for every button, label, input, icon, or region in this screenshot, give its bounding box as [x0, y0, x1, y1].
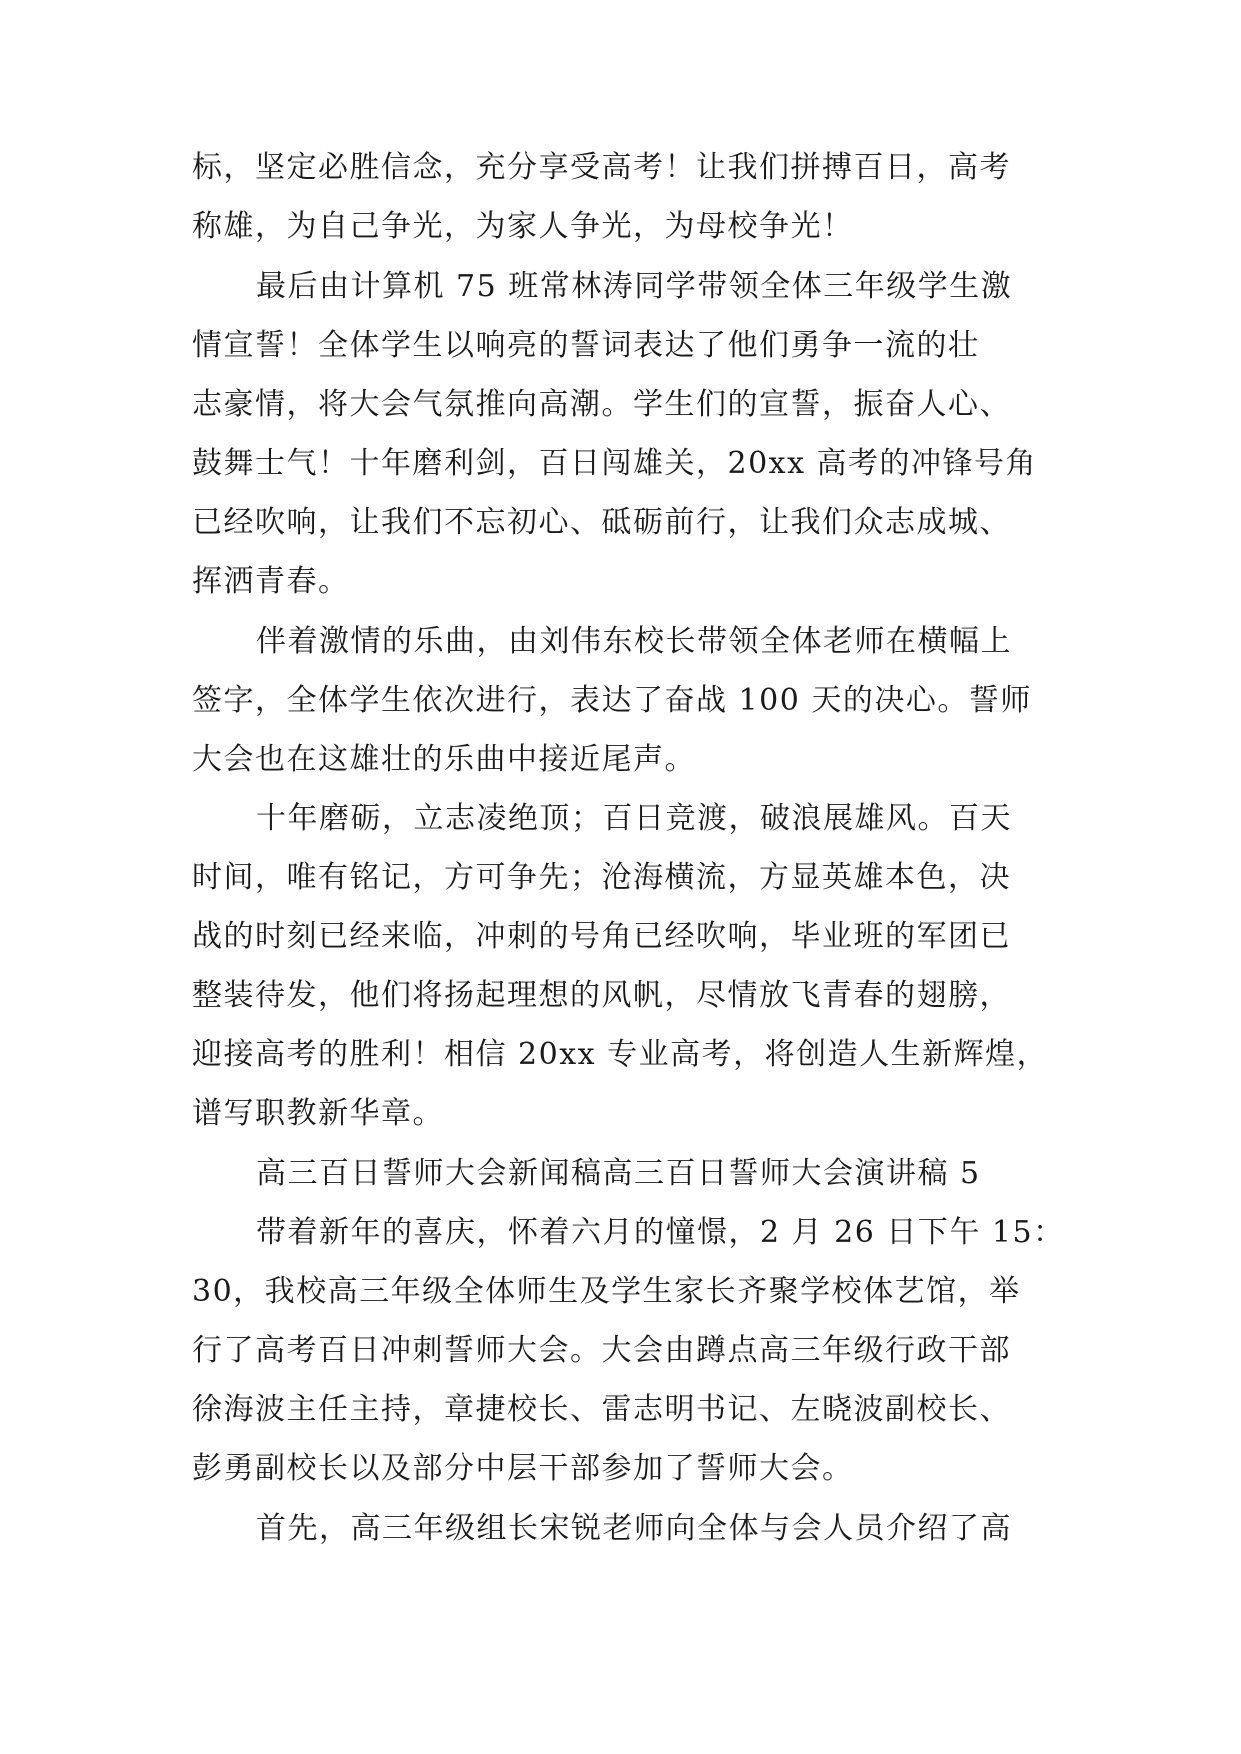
text-line: 整装待发，他们将扬起理想的风帆，尽情放飞青春的翅膀， — [192, 978, 1011, 1013]
text-line: 行了高考百日冲刺誓师大会。大会由蹲点高三年级行政干部 — [192, 1333, 1011, 1368]
text-line: 彭勇副校长以及部分中层干部参加了誓师大会。 — [192, 1451, 854, 1486]
text-line: 迎接高考的胜利！相信 20xx 专业高考，将创造人生新辉煌， — [192, 1037, 1049, 1072]
text-line: 志豪情，将大会气氛推向高潮。学生们的宣誓，振奋人心、 — [192, 387, 1011, 422]
text-line: 签字，全体学生依次进行，表达了奋战 100 天的决心。誓师 — [192, 683, 1032, 718]
text-line: 最后由计算机 75 班常林涛同学带领全体三年级学生激 — [256, 269, 1013, 304]
text-line: 首先，高三年级组长宋锐老师向全体与会人员介绍了高 — [256, 1511, 1012, 1546]
text-line: 挥洒青春。 — [192, 564, 350, 599]
text-line: 称雄，为自己争光，为家人争光，为母校争光！ — [192, 209, 854, 244]
text-line: 鼓舞士气！十年磨利剑，百日闯雄关，20xx 高考的冲锋号角 — [192, 446, 1038, 481]
text-line: 情宣誓！全体学生以响亮的誓词表达了他们勇争一流的壮 — [192, 328, 980, 363]
text-line: 标，坚定必胜信念，充分享受高考！让我们拼搏百日，高考 — [192, 150, 1011, 185]
text-line: 30，我校高三年级全体师生及学生家长齐聚学校体艺馆，举 — [192, 1274, 1021, 1309]
text-line: 战的时刻已经来临，冲刺的号角已经吹响，毕业班的军团已 — [192, 919, 1011, 954]
text-line: 已经吹响，让我们不忘初心、砥砺前行，让我们众志成城、 — [192, 505, 1011, 540]
text-line: 徐海波主任主持，章捷校长、雷志明书记、左晓波副校长、 — [192, 1392, 1011, 1427]
text-line: 十年磨砺，立志凌绝顶；百日竞渡，破浪展雄风。百天 — [256, 801, 1012, 836]
document-page — [192, 0, 1065, 1754]
text-line: 时间，唯有铭记，方可争先；沧海横流，方显英雄本色，决 — [192, 860, 1011, 895]
text-line: 伴着激情的乐曲，由刘伟东校长带领全体老师在横幅上 — [256, 624, 1012, 659]
text-line: 谱写职教新华章。 — [192, 1096, 444, 1131]
text-line: 带着新年的喜庆，怀着六月的憧憬，2 月 26 日下午 15： — [256, 1215, 1065, 1250]
section-heading: 高三百日誓师大会新闻稿高三百日誓师大会演讲稿 5 — [256, 1156, 981, 1191]
text-line: 大会也在这雄壮的乐曲中接近尾声。 — [192, 742, 696, 777]
